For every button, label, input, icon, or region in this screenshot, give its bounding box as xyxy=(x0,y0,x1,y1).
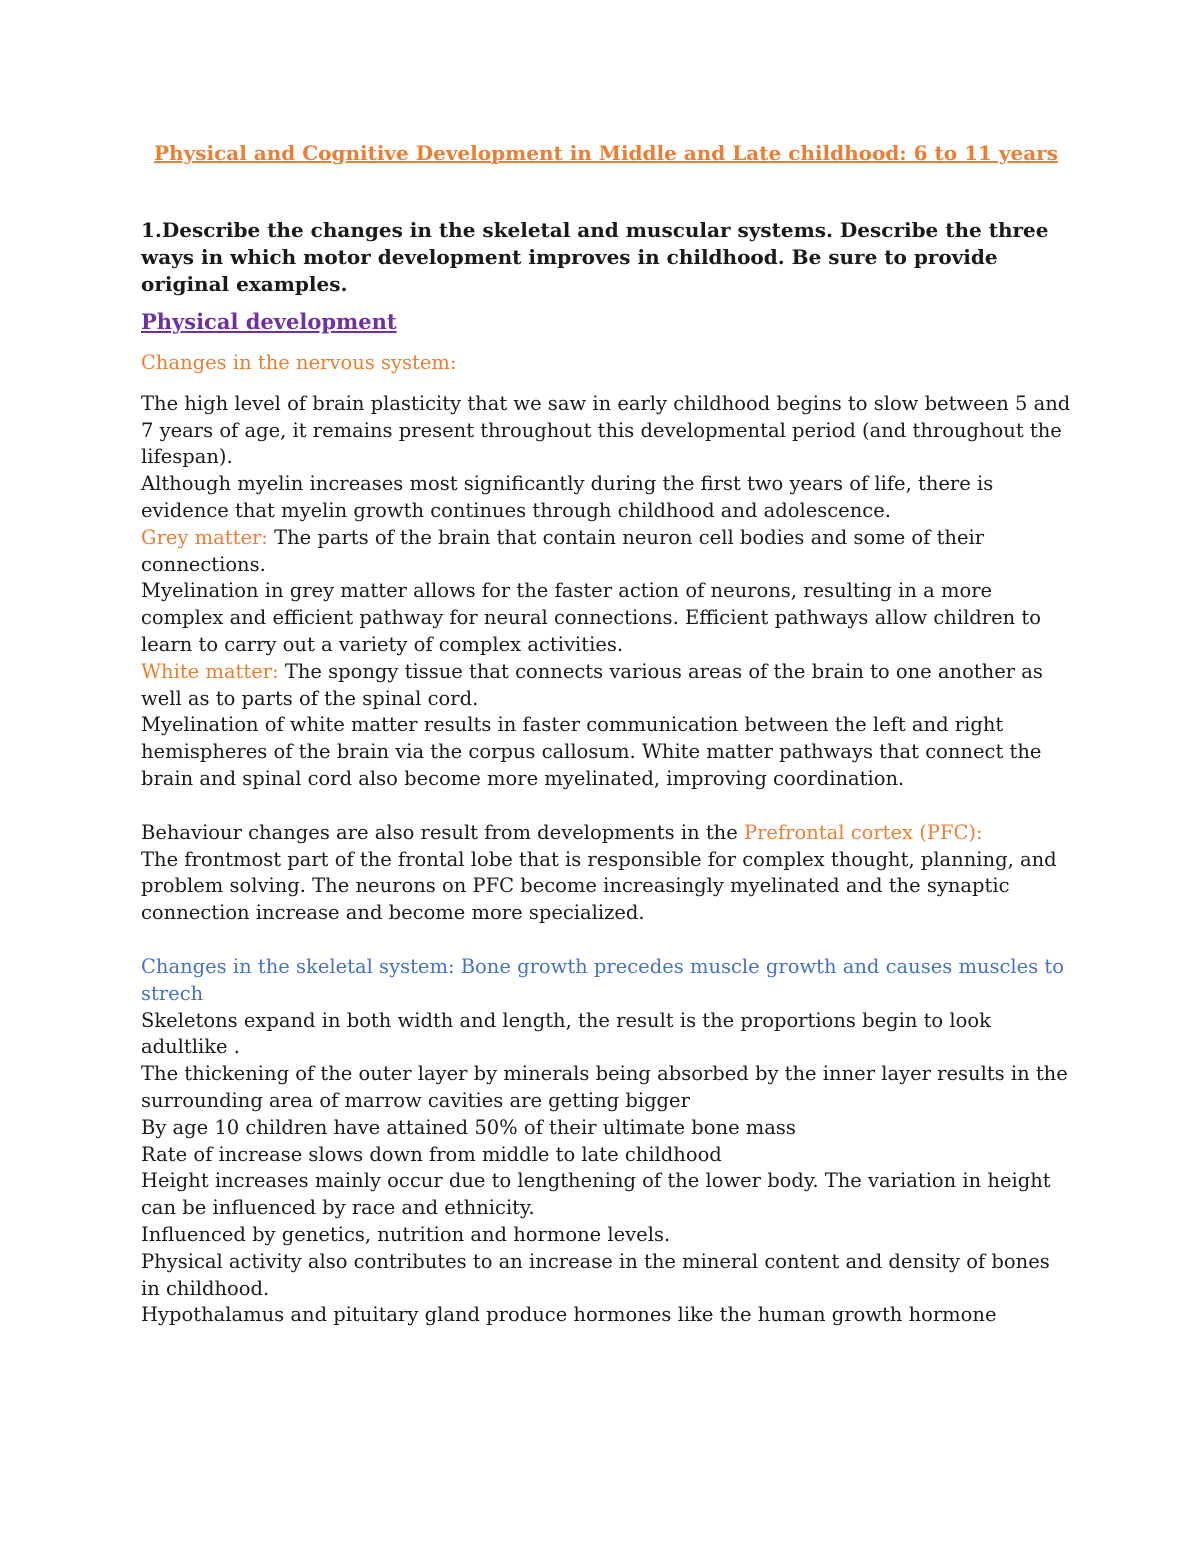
skeletal-line: Hypothalamus and pituitary gland produce hormones like the human growth hormone xyxy=(141,1303,997,1327)
skeletal-line: Height increases mainly occur due to lengthening of the lower body. The variation in height can be influenced by race and ethnicity. xyxy=(141,1169,1051,1220)
white-matter-text: The spongy tissue that connects various areas of the brain to one another as well as to parts of the spinal cord. xyxy=(141,659,1043,710)
grey-matter-term: Grey matter: xyxy=(141,525,268,549)
white-matter-definition xyxy=(141,659,1071,713)
grey-matter-text: The parts of the brain that contain neuron cell bodies and some of their connections. xyxy=(141,525,985,576)
nervous-paragraph-myelin: Although myelin increases most significantly during the first two years of life, there is evidence that myelin growth continues through childhood and adolescence. xyxy=(141,472,994,522)
pfc-intro: Behaviour changes are also result from developments in the xyxy=(141,820,744,844)
pfc-paragraph xyxy=(141,820,1071,927)
document-title: Physical and Cognitive Development in Middle and Late childhood: 6 to 11 years xyxy=(154,141,1058,165)
nervous-paragraph-white-myelination: Myelination of white matter results in faster communication between the left and right hemispheres of the brain via the corpus callosum. White matter pathways that connect the brain and spinal cord also become more myelinated, improving coordination. xyxy=(141,713,1042,790)
pfc-definition: The frontmost part of the frontal lobe that is responsible for complex thought, planning, and problem solving. The neurons on PFC become increasingly myelinated and the synaptic connection increase and become more specialized. xyxy=(141,847,1057,925)
nervous-paragraph-plasticity: The high level of brain plasticity that we saw in early childhood begins to slow between 5 and 7 years of age, it remains present throughout this developmental period (and throughout the lifespan). xyxy=(141,391,1071,469)
skeletal-line: Skeletons expand in both width and length, the result is the proportions begin to look adultlike . xyxy=(141,1008,991,1059)
skeletal-line: The thickening of the outer layer by minerals being absorbed by the inner layer results in the surrounding area of marrow cavities are getting bigger xyxy=(141,1062,1068,1112)
white-matter-term: White matter: xyxy=(141,659,279,683)
spacer xyxy=(141,927,1071,954)
document-page xyxy=(141,140,1071,1329)
skeletal-line: Physical activity also contributes to an increase in the mineral content and density of bones in childhood. xyxy=(141,1249,1050,1300)
grey-matter-definition xyxy=(141,525,1071,579)
skeletal-line: Rate of increase slows down from middle to late childhood xyxy=(141,1142,722,1166)
section-heading-physical-development: Physical development xyxy=(141,309,397,334)
pfc-term: Prefrontal cortex (PFC): xyxy=(743,820,983,844)
question-text: 1.Describe the changes in the skeletal and muscular systems. Describe the three ways in which motor development improves in childhood. Be sure to provide original examples. xyxy=(141,218,1049,296)
skeletal-system-heading: Changes in the skeletal system: Bone growth precedes muscle growth and causes muscles to strech xyxy=(141,954,1064,1005)
skeletal-line: Influenced by genetics, nutrition and hormone levels. xyxy=(141,1222,671,1246)
spacer xyxy=(141,793,1071,820)
nervous-system-heading: Changes in the nervous system: xyxy=(141,351,457,374)
skeletal-line: By age 10 children have attained 50% of their ultimate bone mass xyxy=(141,1115,796,1139)
nervous-paragraph-grey-myelination: Myelination in grey matter allows for the faster action of neurons, resulting in a more complex and efficient pathway for neural connections. Efficient pathways allow children to learn to carry out a variety of complex activities. xyxy=(141,579,1041,656)
